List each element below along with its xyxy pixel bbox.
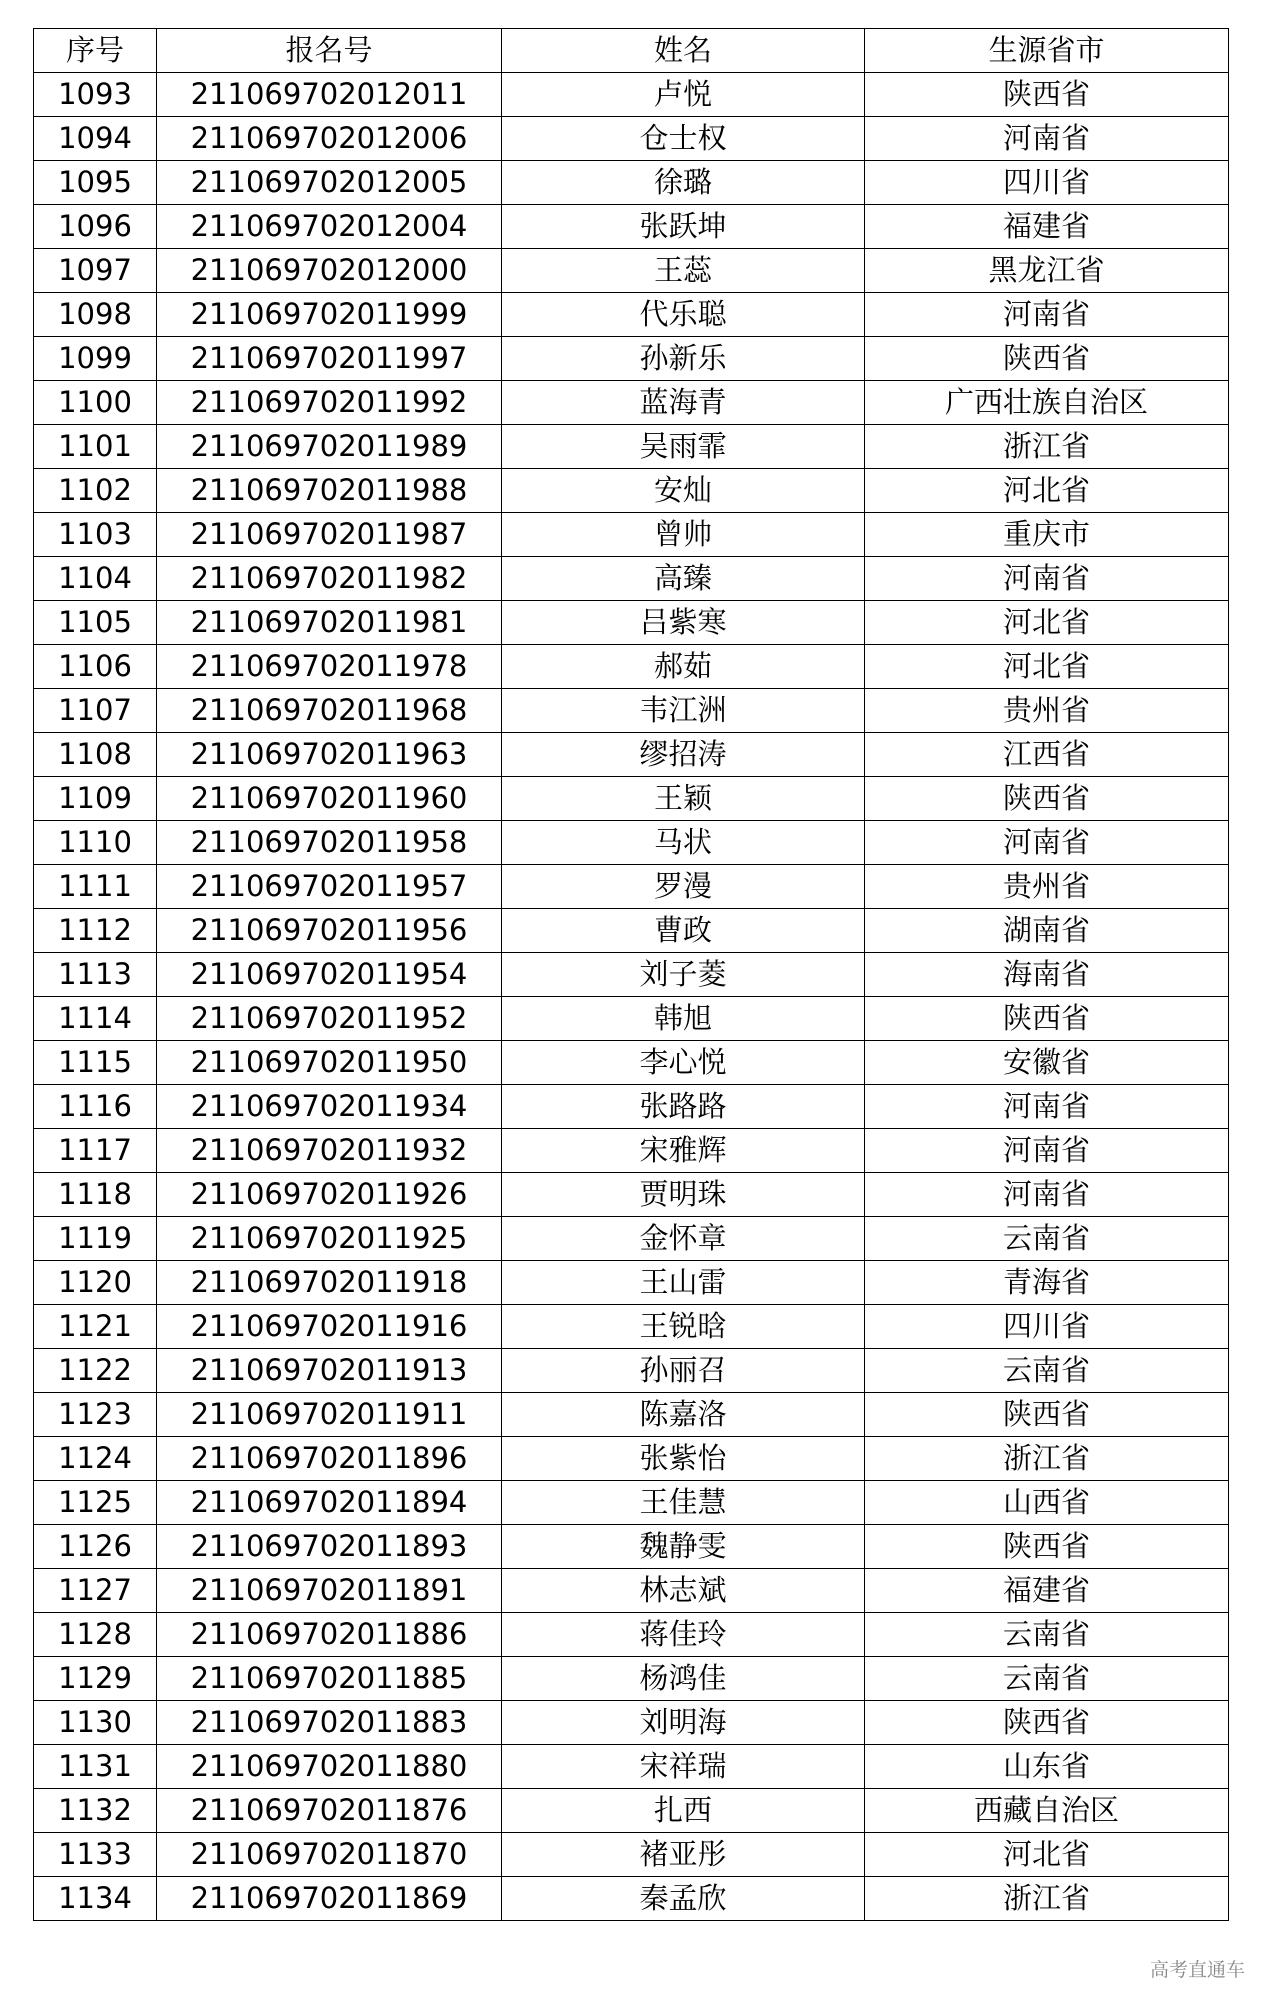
cell-serial-number: 1132: [34, 1789, 157, 1833]
cell-serial-number: 1123: [34, 1393, 157, 1437]
cell-name: 褚亚彤: [502, 1833, 865, 1877]
table-row: [34, 689, 1229, 733]
cell-name: 王颖: [502, 777, 865, 821]
cell-serial-number: 1129: [34, 1657, 157, 1701]
cell-registration-number: 211069702012005: [157, 161, 502, 205]
cell-origin-province: 河北省: [865, 645, 1229, 689]
cell-registration-number: 211069702011893: [157, 1525, 502, 1569]
cell-origin-province: 四川省: [865, 161, 1229, 205]
cell-origin-province: 陕西省: [865, 73, 1229, 117]
cell-registration-number: 211069702011911: [157, 1393, 502, 1437]
cell-registration-number: 211069702011926: [157, 1173, 502, 1217]
header-name: 姓名: [502, 29, 865, 73]
cell-serial-number: 1101: [34, 425, 157, 469]
table-row: [34, 293, 1229, 337]
cell-serial-number: 1107: [34, 689, 157, 733]
table-row: [34, 1305, 1229, 1349]
cell-origin-province: 安徽省: [865, 1041, 1229, 1085]
table-row: [34, 645, 1229, 689]
table-row: [34, 1217, 1229, 1261]
cell-registration-number: 211069702011988: [157, 469, 502, 513]
table-row: [34, 1349, 1229, 1393]
table-row: [34, 1657, 1229, 1701]
cell-origin-province: 陕西省: [865, 337, 1229, 381]
cell-origin-province: 黑龙江省: [865, 249, 1229, 293]
cell-registration-number: 211069702011894: [157, 1481, 502, 1525]
cell-registration-number: 211069702011989: [157, 425, 502, 469]
cell-name: 王锐晗: [502, 1305, 865, 1349]
table-row: [34, 1613, 1229, 1657]
cell-serial-number: 1111: [34, 865, 157, 909]
table-row: [34, 1041, 1229, 1085]
cell-serial-number: 1104: [34, 557, 157, 601]
table-row: [34, 205, 1229, 249]
cell-registration-number: 211069702011992: [157, 381, 502, 425]
cell-serial-number: 1095: [34, 161, 157, 205]
header-row: [34, 29, 1229, 73]
cell-name: 卢悦: [502, 73, 865, 117]
cell-origin-province: 陕西省: [865, 1525, 1229, 1569]
cell-serial-number: 1110: [34, 821, 157, 865]
table-row: [34, 1173, 1229, 1217]
admission-roster-table: [33, 28, 1229, 1921]
cell-registration-number: 211069702011954: [157, 953, 502, 997]
cell-origin-province: 陕西省: [865, 1393, 1229, 1437]
table-row: [34, 557, 1229, 601]
cell-name: 王佳慧: [502, 1481, 865, 1525]
cell-name: 高臻: [502, 557, 865, 601]
cell-registration-number: 211069702011956: [157, 909, 502, 953]
table-row: [34, 337, 1229, 381]
cell-origin-province: 西藏自治区: [865, 1789, 1229, 1833]
cell-serial-number: 1120: [34, 1261, 157, 1305]
cell-serial-number: 1106: [34, 645, 157, 689]
cell-name: 吕紫寒: [502, 601, 865, 645]
cell-name: 陈嘉洛: [502, 1393, 865, 1437]
cell-registration-number: 211069702011957: [157, 865, 502, 909]
cell-name: 金怀章: [502, 1217, 865, 1261]
cell-origin-province: 四川省: [865, 1305, 1229, 1349]
cell-origin-province: 云南省: [865, 1349, 1229, 1393]
cell-name: 秦孟欣: [502, 1877, 865, 1921]
cell-registration-number: 211069702011981: [157, 601, 502, 645]
table-row: [34, 1481, 1229, 1525]
cell-name: 宋祥瑞: [502, 1745, 865, 1789]
cell-registration-number: 211069702011916: [157, 1305, 502, 1349]
cell-name: 韩旭: [502, 997, 865, 1041]
table-row: [34, 1437, 1229, 1481]
cell-serial-number: 1096: [34, 205, 157, 249]
cell-name: 李心悦: [502, 1041, 865, 1085]
cell-registration-number: 211069702011932: [157, 1129, 502, 1173]
table-row: [34, 73, 1229, 117]
cell-name: 吴雨霏: [502, 425, 865, 469]
cell-registration-number: 211069702011896: [157, 1437, 502, 1481]
table-row: [34, 865, 1229, 909]
table-row: [34, 953, 1229, 997]
cell-name: 孙丽召: [502, 1349, 865, 1393]
cell-origin-province: 贵州省: [865, 865, 1229, 909]
cell-name: 王蕊: [502, 249, 865, 293]
cell-serial-number: 1121: [34, 1305, 157, 1349]
table-row: [34, 1701, 1229, 1745]
cell-serial-number: 1105: [34, 601, 157, 645]
cell-serial-number: 1133: [34, 1833, 157, 1877]
cell-name: 郝茹: [502, 645, 865, 689]
cell-registration-number: 211069702012000: [157, 249, 502, 293]
cell-serial-number: 1117: [34, 1129, 157, 1173]
table-row: [34, 469, 1229, 513]
cell-name: 宋雅辉: [502, 1129, 865, 1173]
cell-serial-number: 1131: [34, 1745, 157, 1789]
watermark-text: 高考直通车: [1149, 1959, 1245, 1981]
cell-registration-number: 211069702011978: [157, 645, 502, 689]
cell-registration-number: 211069702011913: [157, 1349, 502, 1393]
cell-serial-number: 1102: [34, 469, 157, 513]
cell-serial-number: 1122: [34, 1349, 157, 1393]
header-registration-number: 报名号: [157, 29, 502, 73]
cell-name: 曾帅: [502, 513, 865, 557]
table-row: [34, 1745, 1229, 1789]
cell-serial-number: 1108: [34, 733, 157, 777]
cell-serial-number: 1103: [34, 513, 157, 557]
cell-registration-number: 211069702012011: [157, 73, 502, 117]
cell-registration-number: 211069702011999: [157, 293, 502, 337]
cell-origin-province: 河南省: [865, 1129, 1229, 1173]
table-row: [34, 821, 1229, 865]
cell-registration-number: 211069702011997: [157, 337, 502, 381]
cell-name: 张跃坤: [502, 205, 865, 249]
cell-registration-number: 211069702011958: [157, 821, 502, 865]
cell-registration-number: 211069702011885: [157, 1657, 502, 1701]
cell-registration-number: 211069702011952: [157, 997, 502, 1041]
cell-registration-number: 211069702011960: [157, 777, 502, 821]
table-row: [34, 1569, 1229, 1613]
cell-serial-number: 1100: [34, 381, 157, 425]
cell-origin-province: 湖南省: [865, 909, 1229, 953]
cell-serial-number: 1130: [34, 1701, 157, 1745]
cell-registration-number: 211069702011934: [157, 1085, 502, 1129]
cell-serial-number: 1097: [34, 249, 157, 293]
table-row: [34, 1129, 1229, 1173]
table-row: [34, 1393, 1229, 1437]
cell-name: 蒋佳玲: [502, 1613, 865, 1657]
cell-origin-province: 浙江省: [865, 1877, 1229, 1921]
table-body: [34, 73, 1229, 1921]
cell-origin-province: 云南省: [865, 1613, 1229, 1657]
cell-name: 徐璐: [502, 161, 865, 205]
table-row: [34, 513, 1229, 557]
cell-serial-number: 1093: [34, 73, 157, 117]
cell-origin-province: 福建省: [865, 1569, 1229, 1613]
cell-registration-number: 211069702012004: [157, 205, 502, 249]
cell-origin-province: 河北省: [865, 1833, 1229, 1877]
cell-serial-number: 1126: [34, 1525, 157, 1569]
cell-serial-number: 1113: [34, 953, 157, 997]
cell-name: 扎西: [502, 1789, 865, 1833]
cell-origin-province: 福建省: [865, 205, 1229, 249]
cell-name: 刘子菱: [502, 953, 865, 997]
cell-serial-number: 1112: [34, 909, 157, 953]
cell-origin-province: 河南省: [865, 293, 1229, 337]
cell-origin-province: 河北省: [865, 601, 1229, 645]
cell-name: 代乐聪: [502, 293, 865, 337]
cell-name: 韦江洲: [502, 689, 865, 733]
table-header: [34, 29, 1229, 73]
cell-registration-number: 211069702011870: [157, 1833, 502, 1877]
cell-registration-number: 211069702012006: [157, 117, 502, 161]
cell-registration-number: 211069702011869: [157, 1877, 502, 1921]
cell-name: 缪招涛: [502, 733, 865, 777]
table-row: [34, 1833, 1229, 1877]
cell-origin-province: 河北省: [865, 469, 1229, 513]
table-row: [34, 1877, 1229, 1921]
cell-name: 曹政: [502, 909, 865, 953]
cell-origin-province: 河南省: [865, 1173, 1229, 1217]
cell-origin-province: 云南省: [865, 1657, 1229, 1701]
cell-origin-province: 山西省: [865, 1481, 1229, 1525]
cell-origin-province: 云南省: [865, 1217, 1229, 1261]
cell-serial-number: 1098: [34, 293, 157, 337]
cell-origin-province: 重庆市: [865, 513, 1229, 557]
table-row: [34, 1789, 1229, 1833]
table-row: [34, 733, 1229, 777]
cell-name: 安灿: [502, 469, 865, 513]
table-row: [34, 909, 1229, 953]
cell-name: 仓士权: [502, 117, 865, 161]
cell-registration-number: 211069702011883: [157, 1701, 502, 1745]
table-row: [34, 997, 1229, 1041]
cell-name: 蓝海青: [502, 381, 865, 425]
cell-origin-province: 浙江省: [865, 1437, 1229, 1481]
table-row: [34, 425, 1229, 469]
cell-origin-province: 浙江省: [865, 425, 1229, 469]
cell-origin-province: 陕西省: [865, 777, 1229, 821]
cell-serial-number: 1119: [34, 1217, 157, 1261]
cell-serial-number: 1118: [34, 1173, 157, 1217]
cell-name: 杨鸿佳: [502, 1657, 865, 1701]
cell-origin-province: 海南省: [865, 953, 1229, 997]
cell-name: 孙新乐: [502, 337, 865, 381]
cell-serial-number: 1116: [34, 1085, 157, 1129]
cell-registration-number: 211069702011968: [157, 689, 502, 733]
cell-origin-province: 河南省: [865, 821, 1229, 865]
header-origin-province: 生源省市: [865, 29, 1229, 73]
cell-registration-number: 211069702011891: [157, 1569, 502, 1613]
header-serial-number: 序号: [34, 29, 157, 73]
cell-registration-number: 211069702011950: [157, 1041, 502, 1085]
cell-name: 贾明珠: [502, 1173, 865, 1217]
cell-origin-province: 广西壮族自治区: [865, 381, 1229, 425]
cell-registration-number: 211069702011880: [157, 1745, 502, 1789]
cell-origin-province: 河南省: [865, 117, 1229, 161]
cell-serial-number: 1094: [34, 117, 157, 161]
cell-name: 魏静雯: [502, 1525, 865, 1569]
table-row: [34, 1261, 1229, 1305]
cell-origin-province: 河南省: [865, 557, 1229, 601]
cell-origin-province: 江西省: [865, 733, 1229, 777]
cell-registration-number: 211069702011876: [157, 1789, 502, 1833]
table-row: [34, 381, 1229, 425]
cell-origin-province: 河南省: [865, 1085, 1229, 1129]
cell-origin-province: 陕西省: [865, 997, 1229, 1041]
table-row: [34, 1085, 1229, 1129]
cell-registration-number: 211069702011982: [157, 557, 502, 601]
cell-registration-number: 211069702011963: [157, 733, 502, 777]
table-row: [34, 1525, 1229, 1569]
cell-serial-number: 1125: [34, 1481, 157, 1525]
cell-origin-province: 山东省: [865, 1745, 1229, 1789]
cell-name: 王山雷: [502, 1261, 865, 1305]
cell-serial-number: 1127: [34, 1569, 157, 1613]
table-row: [34, 161, 1229, 205]
table-row: [34, 777, 1229, 821]
cell-origin-province: 贵州省: [865, 689, 1229, 733]
cell-registration-number: 211069702011925: [157, 1217, 502, 1261]
table-row: [34, 601, 1229, 645]
cell-name: 张路路: [502, 1085, 865, 1129]
cell-serial-number: 1115: [34, 1041, 157, 1085]
cell-name: 张紫怡: [502, 1437, 865, 1481]
cell-serial-number: 1124: [34, 1437, 157, 1481]
cell-origin-province: 青海省: [865, 1261, 1229, 1305]
cell-registration-number: 211069702011987: [157, 513, 502, 557]
cell-serial-number: 1134: [34, 1877, 157, 1921]
cell-name: 罗漫: [502, 865, 865, 909]
cell-name: 刘明海: [502, 1701, 865, 1745]
cell-origin-province: 陕西省: [865, 1701, 1229, 1745]
cell-registration-number: 211069702011918: [157, 1261, 502, 1305]
table-row: [34, 117, 1229, 161]
cell-name: 马状: [502, 821, 865, 865]
cell-serial-number: 1128: [34, 1613, 157, 1657]
cell-serial-number: 1099: [34, 337, 157, 381]
cell-serial-number: 1109: [34, 777, 157, 821]
table-row: [34, 249, 1229, 293]
cell-registration-number: 211069702011886: [157, 1613, 502, 1657]
cell-name: 林志斌: [502, 1569, 865, 1613]
cell-serial-number: 1114: [34, 997, 157, 1041]
